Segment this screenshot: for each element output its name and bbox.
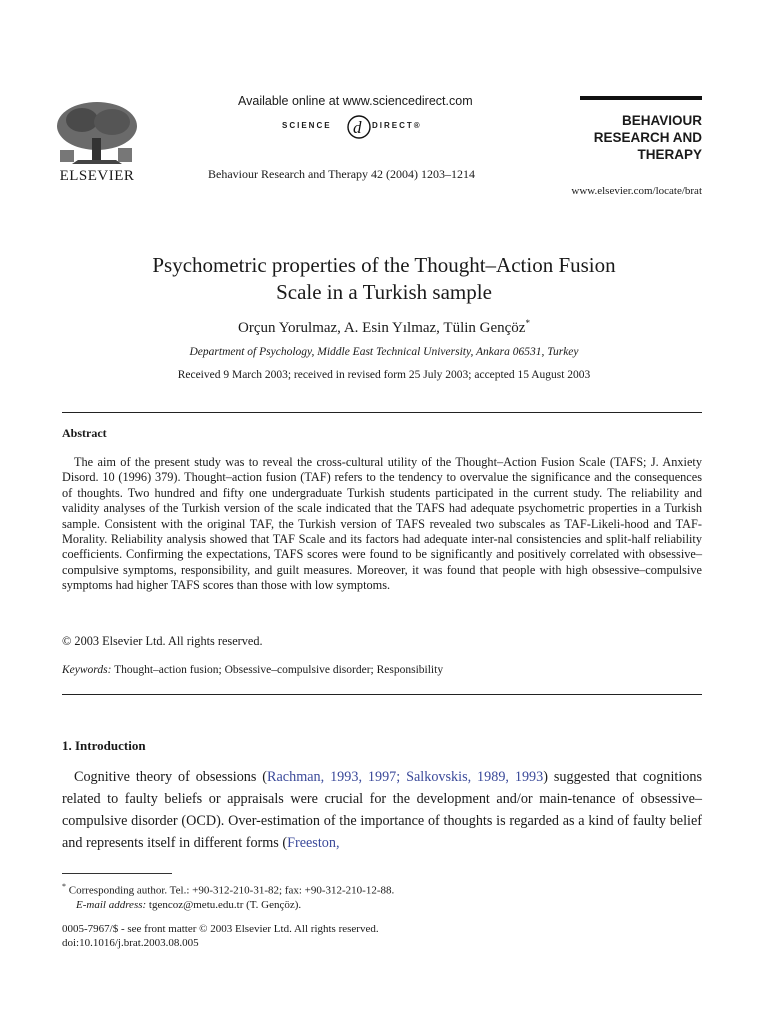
- introduction-paragraph: [62, 766, 702, 854]
- doi-line[interactable]: doi:10.1016/j.brat.2003.08.005: [62, 937, 199, 949]
- journal-brand-line-1: BEHAVIOUR: [621, 113, 702, 128]
- intro-text-2: ) suggested that cognitions related to faulty beliefs or appraisals were crucial for the development and/or main-tenance of obsessive–compulsive disorder (OCD). Over-estimation of the importance of thoughts is regarded as a kind of faulty belief and represents itself in different forms (: [62, 769, 702, 851]
- author-list: [60, 318, 708, 337]
- journal-citation: Behaviour Research and Therapy 42 (2004) 1203–1214: [208, 167, 476, 181]
- journal-url-link[interactable]: www.elsevier.com/locate/brat: [571, 185, 702, 197]
- sciencedirect-d-icon: [346, 111, 372, 141]
- authors-text: Orçun Yorulmaz, A. Esin Yılmaz, Tülin Gençöz: [238, 320, 526, 336]
- keywords-text: Thought–action fusion; Obsessive–compulsive disorder; Responsibility: [111, 664, 444, 676]
- keywords-line: [62, 664, 443, 676]
- divider-bottom: [62, 694, 702, 695]
- footnote-email-line: [62, 898, 702, 912]
- received-dates: Received 9 March 2003; received in revised form 25 July 2003; accepted 15 August 2003: [177, 369, 591, 381]
- brand-rule: [580, 96, 702, 100]
- abstract-body: The aim of the present study was to reveal the cross-cultural utility of the Thought–Action Fusion Scale (TAFS; J. Anxiety Disord. 10 (1996) 379). Thought–action fusion (TAF) refers to the tendency to overvalue the significance and the consequences of thoughts. Two hundred and fifty one undergraduate Turkish students participated in the current study. The reliability and validity analyses of the Turkish version of the scale indicated that the TAFS had adequate psychometric properties in a Turkish sample. Consistent with the original TAF, the Turkish version of TAFS revealed two subscales as TAF-Likeli-hood and TAF-Morality. Reliability analysis showed that TAF Scale and its factors had adequate inter-nal consistencies and split-half reliability coefficients. Confirming the expectations, TAFS scores were found to be significantly and positively correlated with obsessive–compulsive symptoms, responsibility, and guilt measures. Moreover, it was found that people with high obsessive–compulsive symptoms had higher TAFS scores than those with low symptoms.: [62, 455, 702, 593]
- divider-top: [62, 412, 702, 413]
- front-matter: [62, 922, 379, 950]
- available-online-text[interactable]: Available online at www.sciencedirect.com: [238, 94, 473, 108]
- sciencedirect-logo-right: DIRECT®: [372, 121, 422, 130]
- title-line-1: Psychometric properties of the Thought–Action Fusion: [152, 253, 616, 277]
- title-line-2: Scale in a Turkish sample: [276, 280, 492, 304]
- footnote-corresponding: [62, 880, 702, 898]
- section-heading-introduction: 1. Introduction: [62, 738, 146, 753]
- publisher-name: ELSEVIER: [59, 168, 135, 184]
- email-address[interactable]: tgencoz@metu.edu.tr (T. Gençöz).: [146, 898, 302, 911]
- footnote: [62, 880, 702, 912]
- journal-brand-line-3: THERAPY: [637, 147, 702, 162]
- abstract-copyright: © 2003 Elsevier Ltd. All rights reserved.: [62, 634, 263, 648]
- keywords-label: Keywords:: [62, 664, 112, 676]
- journal-brand-line-2: RESEARCH AND: [593, 130, 702, 145]
- abstract-heading: Abstract: [62, 426, 107, 440]
- corresponding-author-mark[interactable]: *: [525, 318, 530, 328]
- affiliation: Department of Psychology, Middle East Technical University, Ankara 06531, Turkey: [189, 346, 579, 358]
- email-label: E-mail address:: [76, 898, 147, 911]
- footnote-rule: [62, 873, 172, 874]
- citation-link-rachman-salkovskis[interactable]: Rachman, 1993, 1997; Salkovskis, 1989, 1993: [267, 769, 544, 785]
- issn-line: 0005-7967/$ - see front matter © 2003 Elsevier Ltd. All rights reserved.: [62, 923, 379, 935]
- journal-brand: [560, 112, 702, 163]
- intro-text-1: Cognitive theory of obsessions (: [74, 769, 268, 785]
- citation-link-freeston[interactable]: Freeston,: [287, 835, 340, 851]
- footnote-contact: Corresponding author. Tel.: +90-312-210-31-82; fax: +90-312-210-12-88.: [66, 884, 395, 897]
- svg-text:d: d: [353, 118, 362, 137]
- article-title: [60, 252, 708, 306]
- sciencedirect-logo-left: SCIENCE: [282, 121, 332, 130]
- footnote-mark: *: [62, 882, 66, 891]
